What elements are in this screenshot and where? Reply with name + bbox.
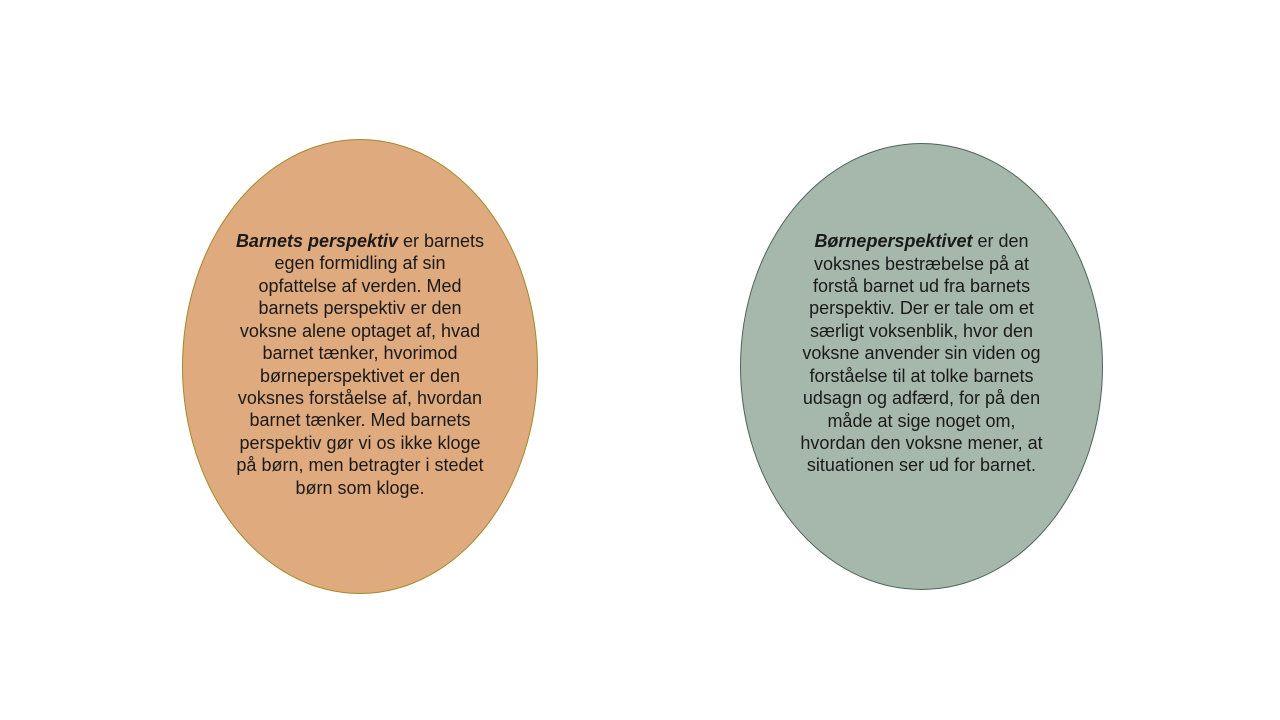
barnets-perspektiv-term: Barnets perspektiv (235, 231, 399, 252)
barnets-perspektiv-text (235, 230, 485, 499)
barnets-perspektiv-body: er barnets egen formidling af sin opfattelse af verden. Med barnets perspektiv er den voksne alene optaget af, hvad barnet tænker, hvorimod børneperspektivet er den voksnes forståelse af, hvordan barnet tænker. Med barnets perspektiv gør vi os ikke kloge på børn, men betragter i stedet børn som kloge. (236, 231, 485, 498)
borneperspektivet-text (797, 230, 1047, 476)
borneperspektivet-term: Børneperspektivet (814, 231, 973, 252)
borneperspektivet-ellipse (740, 143, 1103, 590)
barnets-perspektiv-ellipse (182, 139, 538, 594)
borneperspektivet-body: er den voksnes bestræbelse på at forstå barnet ud fra barnets perspektiv. Der er tale om et særligt voksenblik, hvor den voksne anvender sin viden og forståelse til at tolke barnets udsagn og adfærd, for på den måde at sige noget om, hvordan den voksne mener, at situationen ser ud for barnet. (800, 231, 1043, 476)
